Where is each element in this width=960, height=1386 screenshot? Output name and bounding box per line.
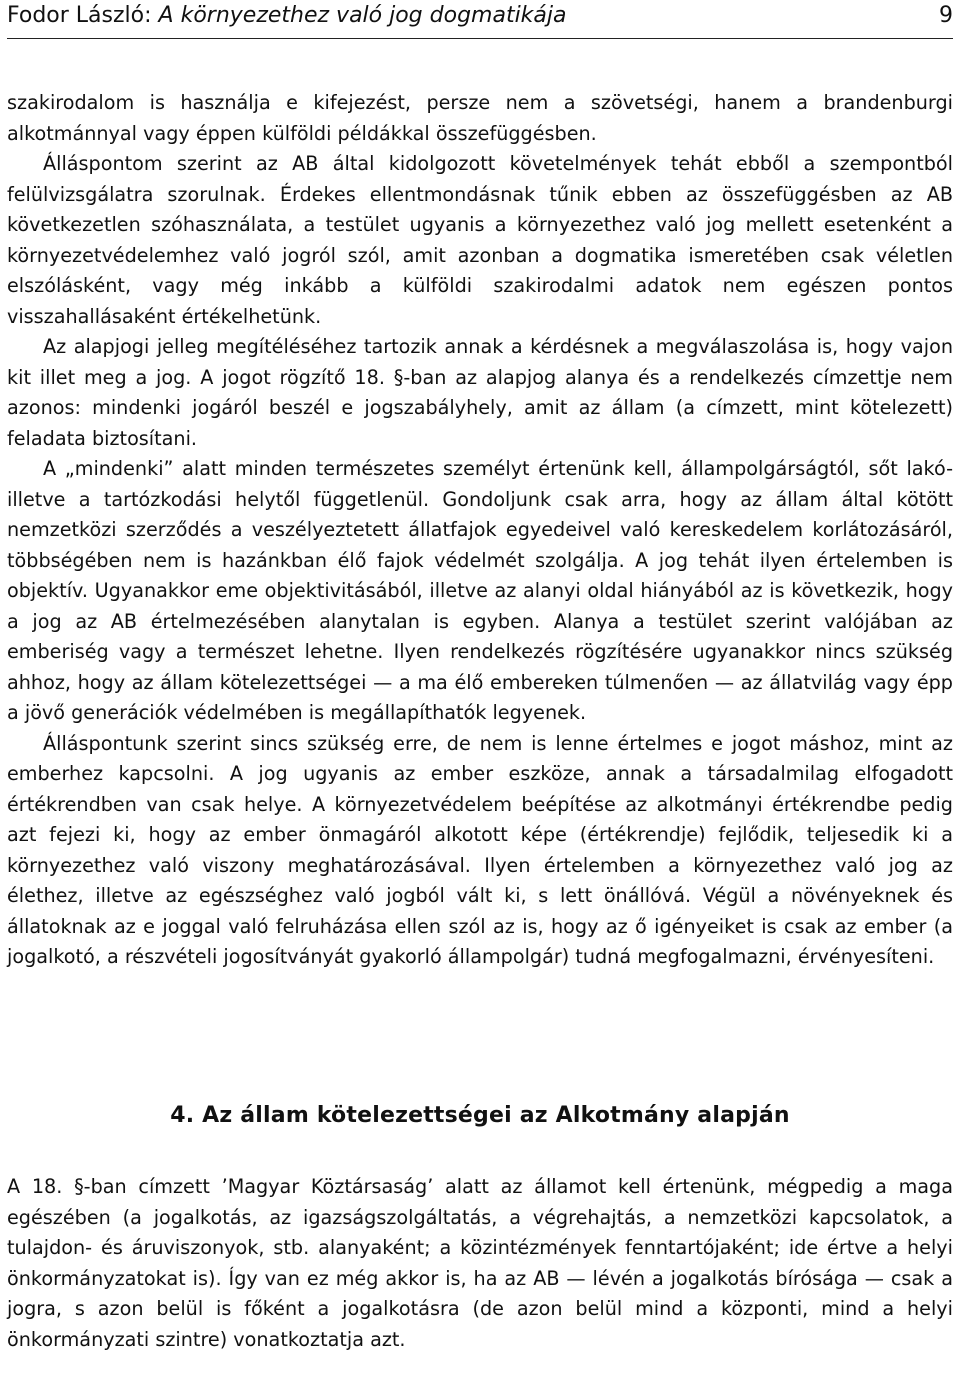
- section-body-text: [7, 1172, 953, 1355]
- header-author: Fodor László:: [7, 3, 159, 28]
- paragraph: Az alapjogi jelleg megítéléséhez tartozik annak a kérdésnek a megválaszolása is, hogy vajon kit illet meg a jog. A jogot rögzítő 18. §-ban az alapjog alanya és a rendelkezés címzettje nem azonos: mindenki jogáról beszél e jogszabályhely, amit az állam (a címzett, mint kötelezett) feladata biztosítani.: [7, 335, 953, 450]
- paragraph: Álláspontom szerint az AB által kidolgozott követelmények tehát ebből a szempontból felülvizsgálatra szorulnak. Érdekes ellentmondásnak tűnik ebben az összefüggésben az AB következetlen szóhasználata, a testület ugyanis a környezethez való jog mellett esetenként a környezetvédelemhez való jogról szól, amit azonban a dogmatika ismeretében csak véletlen elszólásként, vagy még inkább a külföldi szakirodalmi adatok nem egészen pontos visszahallásaként értékelhetünk.: [7, 152, 953, 328]
- paragraph: A „mindenki” alatt minden természetes személyt értenünk kell, állampolgárságtól, sőt lakó- illetve a tartózkodási helytől függetlenül. Gondoljunk csak arra, hogy az állam által kötött nemzetközi szerződés a veszélyeztetett állatfajok egyedeivel való kereskedelem korlátozásáról, többségében nem is hazánkban élő fajok védelmét szolgálja. A jog tehát ilyen értelemben is objektív. Ugyanakkor eme objektivitásából, illetve az alanyi oldal hiányából az is következik, hogy a jog az AB értelmezésében alanytalan is egyben. Alanya a testület szerint valójában az emberiség vagy a természet lehetne. Ilyen rendelkezés rögzítésére ugyanakkor nincs szükség ahhoz, hogy az állam kötelezettségei — a ma élő embereken túlmenően — az állatvilág vagy épp a jövő generációk védelmében is megállapíthatók legyenek.: [7, 457, 953, 724]
- page-number: 9: [939, 3, 953, 28]
- header-book-title: A környezethez való jog dogmatikája: [158, 3, 567, 28]
- header-title: [7, 0, 567, 32]
- paragraph: szakirodalom is használja e kifejezést, persze nem a szövetségi, hanem a brandenburgi alkotmánnyal vagy éppen külföldi példákkal összefüggésben.: [7, 91, 953, 145]
- paragraph: A 18. §-ban címzett ’Magyar Köztársaság’ alatt az államot kell értenünk, mégpedig a maga egészében (a jogalkotás, az igazságszolgáltatás, a végrehajtás, a nemzetközi kapcsolatok, a tulajdon- és áruviszonyok, stb. alanyaként; a közintézmények fenntartójaként; ide értve a helyi önkormányzatokat is). Így van ez még akkor is, ha az AB — lévén a jogalkotás bírósága — csak a jogra, s azon belül is főként a jogalkotásra (de azon belül mind a központi, mind a helyi önkormányzati szintre) vonatkoztatja azt.: [7, 1175, 953, 1351]
- section-heading: 4. Az állam kötelezettségei az Alkotmány alapján: [170, 1103, 790, 1128]
- paragraph: Álláspontunk szerint sincs szükség erre, de nem is lenne értelmes e jogot máshoz, mint az emberhez kapcsolni. A jog ugyanis az ember eszköze, annak a társadalmilag elfogadott értékrendben van csak helye. A környezetvédelem beépítése az alkotmányi értékrendbe pedig azt fejezi ki, hogy az ember önmagáról alkotott képe (értékrendje) fejlődik, teljesedik ki a környezethez való viszony meghatározásával. Ilyen értelemben a környezethez való jog az élethez, illetve az egészséghez való jogból vált ki, s lett önállóvá. Végül a növényeknek és állatoknak az e joggal való felruházása ellen szól az is, hogy az ő igényeiket is csak az ember (a jogalkotó, a részvételi jogosítványát gyakorló állampolgár) tudná megfogalmazni, érvényesíteni.: [7, 731, 953, 968]
- main-body-text: [7, 88, 953, 973]
- running-header: [7, 0, 953, 39]
